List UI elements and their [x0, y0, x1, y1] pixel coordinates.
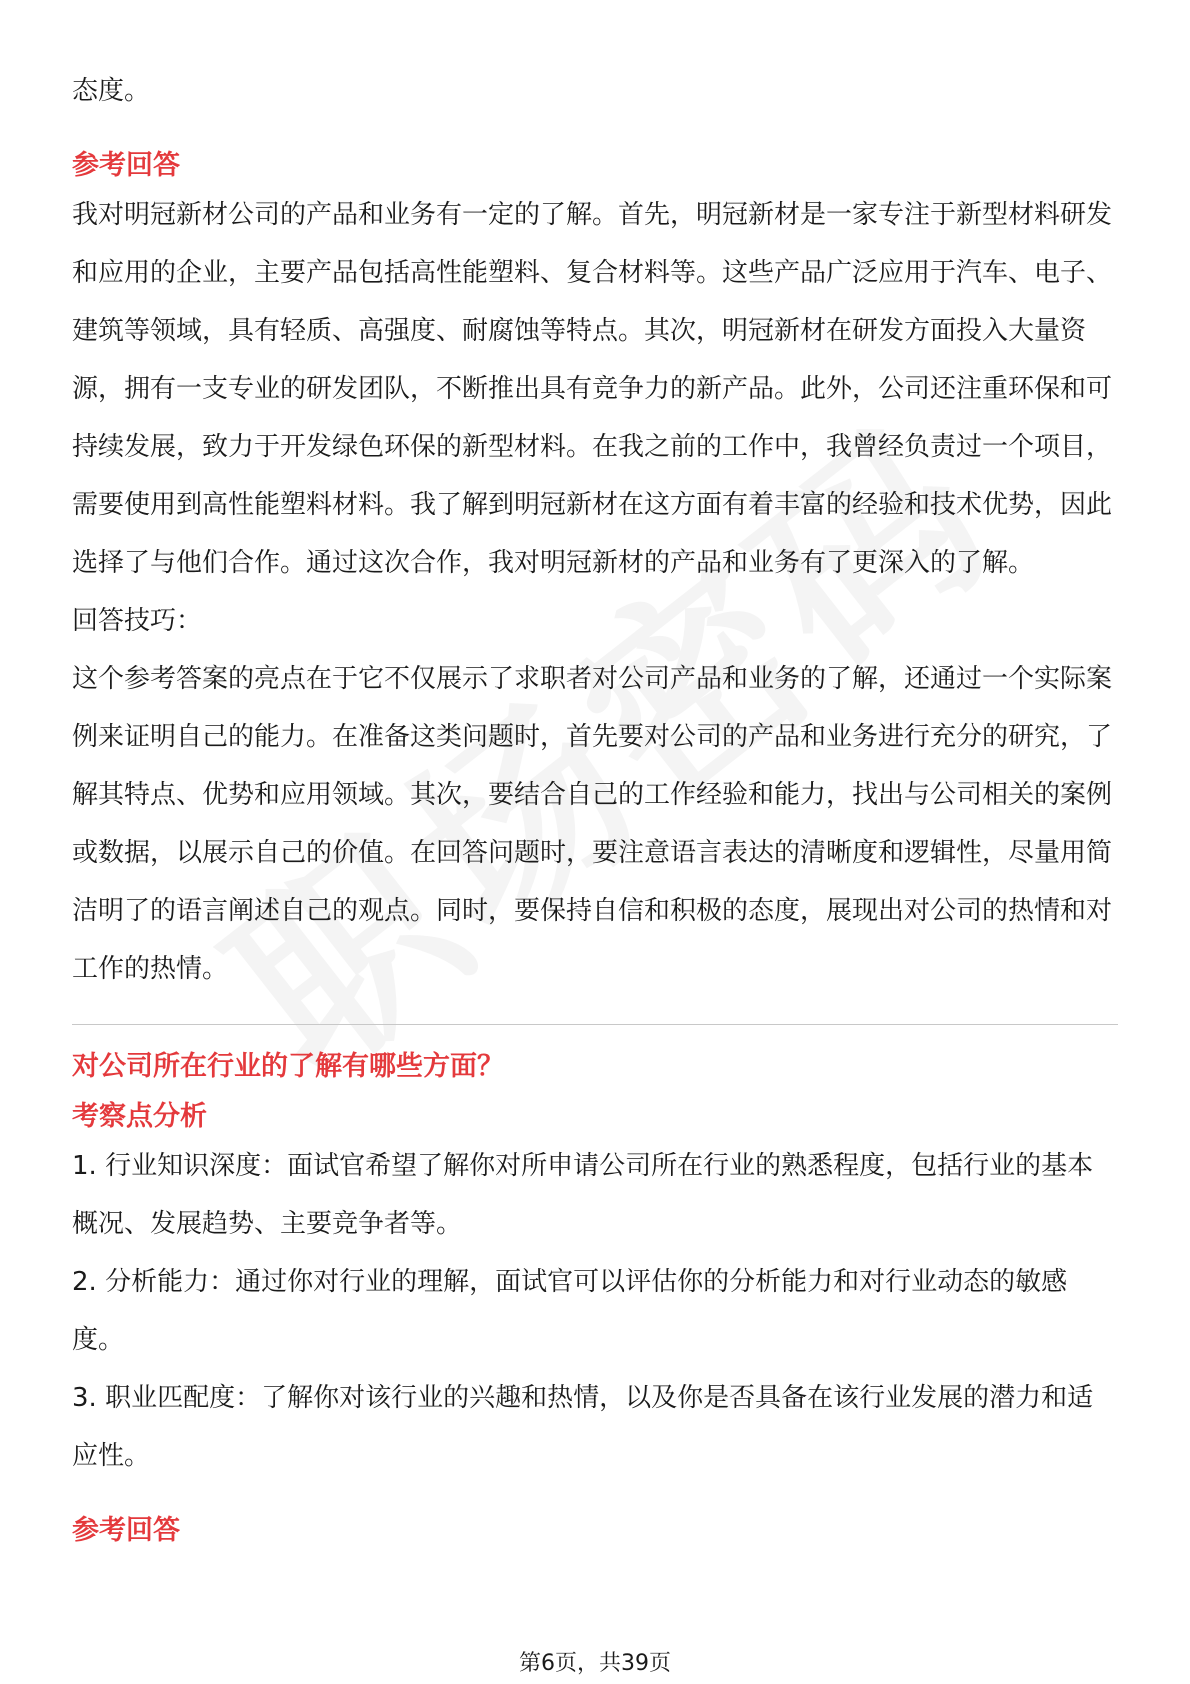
question-heading: 对公司所在行业的了解有哪些方面？: [72, 1051, 504, 1082]
reference-answer-text: 我对明冠新材公司的产品和业务有一定的了解。首先，明冠新材是一家专注于新型材料研发和应用的企业，主要产品包括高性能塑料、复合材料等。这些产品广泛应用于汽车、电子、建筑等领域，具有轻质、高强度、耐腐蚀等特点。其次，明冠新材在研发方面投入大量资源，拥有一支专业的研发团队，不断推出具有竞争力的新产品。此外，公司还注重环保和可持续发展，致力于开发绿色环保的新型材料。在我之前的工作中，我曾经负责过一个项目，需要使用到高性能塑料材料。我了解到明冠新材在这方面有着丰富的经验和技术优势，因此选择了与他们合作。通过这次合作，我对明冠新材的产品和业务有了更深入的了解。: [72, 200, 1113, 578]
tips-label: 回答技巧：: [72, 606, 203, 636]
intro-tail-text: 态度。: [72, 76, 151, 106]
page-number: 第6页，共39页: [519, 1651, 671, 1676]
page-content: [72, 62, 1118, 1551]
reference-answer-heading-2: 参考回答: [72, 1515, 180, 1546]
section-divider: [72, 1024, 1118, 1025]
tips-text: 这个参考答案的亮点在于它不仅展示了求职者对公司产品和业务的了解，还通过一个实际案例来证明自己的能力。在准备这类问题时，首先要对公司的产品和业务进行充分的研究，了解其特点、优势和应用领域。其次，要结合自己的工作经验和能力，找出与公司相关的案例或数据，以展示自己的价值。在回答问题时，要注意语言表达的清晰度和逻辑性，尽量用简洁明了的语言阐述自己的观点。同时，要保持自信和积极的态度，展现出对公司的热情和对工作的热情。: [72, 664, 1113, 984]
analysis-heading: 考察点分析: [72, 1101, 207, 1132]
analysis-point-2: 2. 分析能力：通过你对行业的理解，面试官可以评估你的分析能力和对行业动态的敏感度。: [72, 1267, 1068, 1355]
analysis-point-3: 3. 职业匹配度：了解你对该行业的兴趣和热情，以及你是否具备在该行业发展的潜力和适应性。: [72, 1383, 1094, 1471]
reference-answer-heading: 参考回答: [72, 150, 180, 181]
analysis-point-1: 1. 行业知识深度：面试官希望了解你对所申请公司所在行业的熟悉程度，包括行业的基本概况、发展趋势、主要竞争者等。: [72, 1151, 1094, 1239]
